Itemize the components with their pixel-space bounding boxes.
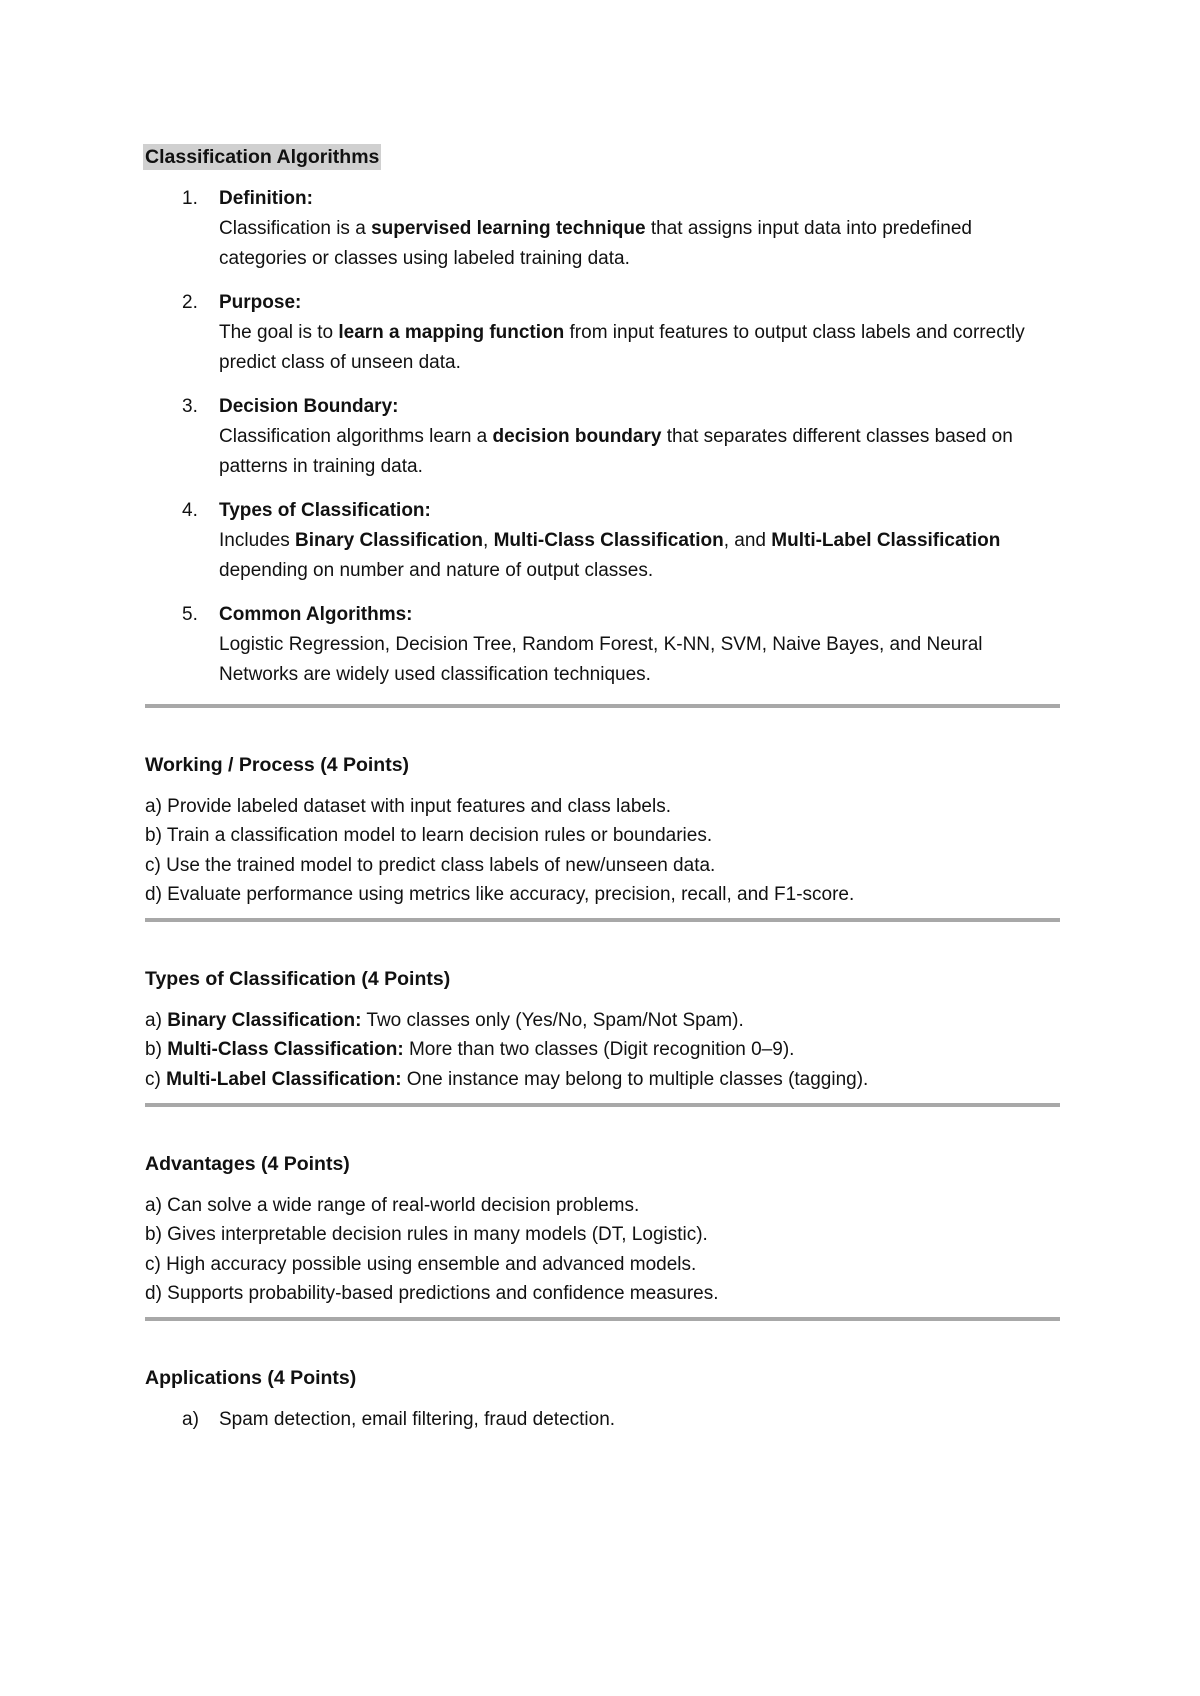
list-item	[145, 1035, 1060, 1064]
item-term: Binary Classification:	[167, 1010, 362, 1032]
list-item: d) Evaluate performance using metrics like accuracy, precision, recall, and F1-score.	[145, 883, 855, 905]
text-run: from input features to output class labels and correctly predict class of unseen data.	[219, 322, 1025, 373]
item-body	[219, 422, 1060, 482]
item-text: More than two classes (Digit recognition 0–9).	[403, 1039, 795, 1061]
list-item: d) Supports probability-based predictions and confidence measures.	[145, 1282, 719, 1304]
list-item	[145, 288, 1060, 378]
list-item: a) Can solve a wide range of real-world decision problems.	[145, 1195, 640, 1217]
list-item: c) Use the trained model to predict class labels of new/unseen data.	[145, 854, 716, 876]
list-item	[145, 1405, 1060, 1435]
list-item	[145, 392, 1060, 482]
item-body	[219, 214, 1060, 274]
bold-run: Binary Classification	[295, 530, 483, 551]
list-item: b) Gives interpretable decision rules in many models (DT, Logistic).	[145, 1224, 708, 1246]
item-text: Spam detection, email filtering, fraud detection.	[219, 1409, 616, 1431]
list-item: a) Provide labeled dataset with input features and class labels.	[145, 796, 671, 817]
horizontal-rule	[145, 918, 1060, 922]
text-run: depending on number and nature of output classes.	[219, 560, 654, 581]
applications-list	[145, 1405, 1060, 1435]
text-run: , and	[723, 530, 772, 551]
item-body	[219, 318, 1060, 378]
bold-run: learn a mapping function	[338, 322, 565, 343]
list-number: 4.	[182, 500, 198, 521]
text-run: that assigns input data into predefined categories or classes using labeled training data.	[219, 218, 972, 269]
item-prefix: b)	[145, 1039, 168, 1061]
horizontal-rule	[145, 1317, 1060, 1321]
text-run: that separates different classes based on patterns in training data.	[219, 426, 1013, 477]
bold-run: Multi-Class Classification	[493, 530, 724, 551]
horizontal-rule	[145, 1103, 1060, 1107]
list-item	[145, 1065, 1060, 1094]
list-item: c) High accuracy possible using ensemble and advanced models.	[145, 1253, 697, 1275]
item-term: Multi-Class Classification:	[167, 1039, 404, 1061]
text-run: ,	[483, 530, 494, 551]
section-title-working: Working / Process (4 Points)	[145, 754, 410, 776]
item-heading: Purpose:	[219, 292, 302, 313]
bold-run: decision boundary	[492, 426, 662, 447]
section-title-applications: Applications (4 Points)	[145, 1367, 357, 1390]
item-heading: Types of Classification:	[219, 500, 431, 521]
advantages-list	[145, 1191, 1060, 1308]
document-content	[145, 144, 1060, 1435]
list-number: 5.	[182, 604, 198, 625]
list-number: 3.	[182, 396, 198, 417]
item-heading: Decision Boundary:	[219, 396, 399, 417]
types-list	[145, 1006, 1060, 1094]
text-run: Classification algorithms learn a	[219, 426, 493, 447]
item-term: Multi-Label Classification:	[166, 1068, 402, 1090]
list-item	[145, 1006, 1060, 1035]
item-text: Two classes only (Yes/No, Spam/Not Spam).	[361, 1010, 744, 1032]
item-text: One instance may belong to multiple classes (tagging).	[401, 1068, 869, 1090]
list-item	[145, 496, 1060, 586]
item-prefix: a)	[145, 1010, 168, 1032]
document-title: Classification Algorithms	[145, 146, 380, 168]
item-body	[219, 630, 1060, 690]
numbered-list	[145, 184, 1060, 690]
bold-run: Multi-Label Classification	[771, 530, 1001, 551]
section-title-types: Types of Classification (4 Points)	[145, 968, 451, 991]
list-number: 1.	[182, 188, 198, 209]
text-run: The goal is to	[219, 322, 339, 343]
text-run: Classification is a	[219, 218, 372, 239]
item-body	[219, 526, 1060, 586]
text-run: Includes	[219, 530, 296, 551]
item-heading: Common Algorithms:	[219, 604, 413, 625]
list-number: 2.	[182, 292, 198, 313]
working-list	[145, 792, 1060, 909]
horizontal-rule	[145, 704, 1060, 708]
item-heading: Definition:	[219, 188, 313, 209]
bold-run: supervised learning technique	[371, 218, 646, 239]
text-run: Logistic Regression, Decision Tree, Random Forest, K-NN, SVM, Naive Bayes, and Neural Networks are widely used classification techniques.	[219, 634, 983, 685]
list-item	[145, 184, 1060, 274]
list-item: b) Train a classification model to learn decision rules or boundaries.	[145, 825, 713, 847]
section-title-advantages: Advantages (4 Points)	[145, 1153, 350, 1176]
item-prefix: c)	[145, 1068, 167, 1090]
list-item	[145, 600, 1060, 690]
list-number: a)	[182, 1409, 199, 1431]
